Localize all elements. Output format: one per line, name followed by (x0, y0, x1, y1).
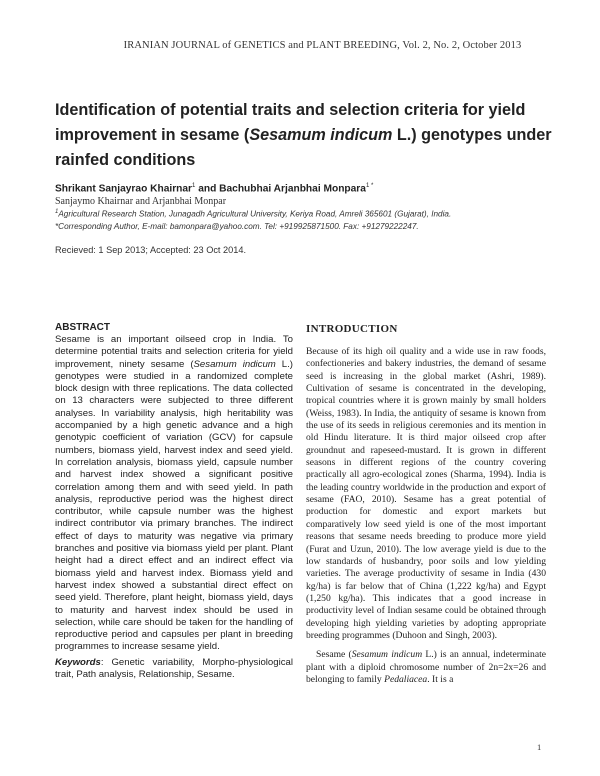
plain-author-names: Sanjaymo Khairnar and Arjanbhai Monpar (55, 196, 227, 207)
introduction-heading: INTRODUCTION (306, 323, 398, 335)
received-dates: Recieved: 1 Sep 2013; Accepted: 23 Oct 2014. (55, 245, 247, 255)
article-title (55, 98, 555, 173)
author-2-sup: 1 * (365, 183, 374, 189)
abstract-column (55, 322, 293, 681)
title-text-1: Identification of potential traits and selection criteria for yield improvement in sesame ( (55, 101, 526, 144)
keywords (55, 657, 293, 682)
author-2: Bachubhai Arjanbhai Monpara (219, 183, 366, 195)
para2-text-b: L.) is an annual, indeterminate plant with a diploid chromosome number of 2n=2x=26 and belonging to family (306, 649, 546, 685)
affiliation-text: Agricultural Research Station, Junagadh Agricultural University, Keriya Road, Amreli 365601 (Gujarat), India. (58, 209, 452, 219)
para2-species: Sesamum indicum (351, 649, 423, 661)
abstract-text-b: L.) genotypes were studied in a randomized complete block design with three replications. The data collected on 13 characters were subjected to three different analyses. In variability analysis, high heritability was accompanied by a high genetic advance and a high genotypic coefficient of variation (GCV) for capsule numbers, biomass yield, harvest index and seed yield. In correlation analysis, biomass yield, capsule number and harvest index showed a significant positive correlation among them and with seed yield. In path analysis, reproductive period was the highest direct contributor, while capsule number was the highest indirect contributor via primary branches. The indirect effect of days to maturity was negative via primary branches and positive via biomass yield per plant. Plant height had a direct effect and an indirect effect via biomass yield and harvest index. Biomass yield and harvest index showed a substantial direct effect on seed yield. Therefore, plant height, biomass yield, days to maturity and harvest index should be used in selection, while care should be taken for the handling of reproductive period and capsules per plant in breeding programmes to increase sesame yield. (55, 358, 293, 653)
title-species: Sesamum indicum (249, 126, 393, 144)
intro-paragraph-1: Because of its high oil quality and a wide use in raw foods, confectioneries and bakery industries, the demand of sesame seed is increasing in the global market (Ashri, 1989). Cultivation of sesame is concentrated in the developing, tropical countries where it is grown mainly by small holders (Weiss, 1983). In India, the antiquity of sesame is known from the use of its seeds in religious ceremonies and its mention in old Hindu literature. It is third major oilseed crop after groundnut and rapeseed-mustard. It is grown in different seasons in different regions of the country covering practically all agro-ecological zones (Sharma, 1994). India is the leading country worldwide in the production and export of sesame (FAO, 2010). Sesame has a great potential of production for domestic and export markets but comparatively low seed yield is one of the most important reasons that sesame needs breeding to produce more yield (Furat and Uzun, 2010). The low average yield is due to the low standards of husbandry, poor soils and low yielding varieties. The average productivity of sesame in India (430 kg/ha) is far below that of China (1,222 kg/ha) and Egypt (1,250 kg/ha). This indicates that a good increase in productivity level of Indian sesame could be obtained through developing high yielding varieties by adopting appropriate breeding programmes (Duhoon and Singh, 2003). (306, 346, 546, 641)
keywords-label: Keywords (55, 656, 101, 668)
author-1-sup: 1 (192, 183, 196, 189)
page-number: 1 (537, 742, 542, 752)
author-and: and (195, 183, 220, 195)
journal-header: IRANIAN JOURNAL of GENETICS and PLANT BREEDING, Vol. 2, No. 2, October 2013 (123, 40, 522, 51)
keywords-text: : Genetic variability, Morpho-physiological trait, Path analysis, Relationship, Sesame. (55, 656, 293, 681)
abstract-heading: ABSTRACT (55, 322, 110, 333)
author-line (55, 183, 575, 194)
para2-family: Pedaliacea (384, 673, 428, 685)
abstract-species: Sesamum indicum (193, 358, 276, 370)
affiliation (55, 209, 585, 219)
para2-text-a: Sesame ( (316, 649, 352, 661)
title-text-2: L.) genotypes under rainfed conditions (55, 126, 552, 169)
corresponding-author: *Corresponding Author, E-mail: bamonpara@yahoo.com. Tel: +919925871500. Fax: +91279222247. (55, 222, 419, 231)
intro-paragraph-2 (306, 649, 546, 686)
abstract-body (55, 334, 293, 654)
affiliation-sup: 1 (55, 209, 59, 215)
para2-text-c: . It is a (427, 673, 454, 685)
abstract-text-a: Sesame is an important oilseed crop in India. To determine potential traits and selection criteria for yield improvement, ninety sesame ( (55, 334, 293, 370)
introduction-column (306, 322, 546, 686)
author-1: Shrikant Sanjayrao Khairnar (55, 183, 193, 195)
